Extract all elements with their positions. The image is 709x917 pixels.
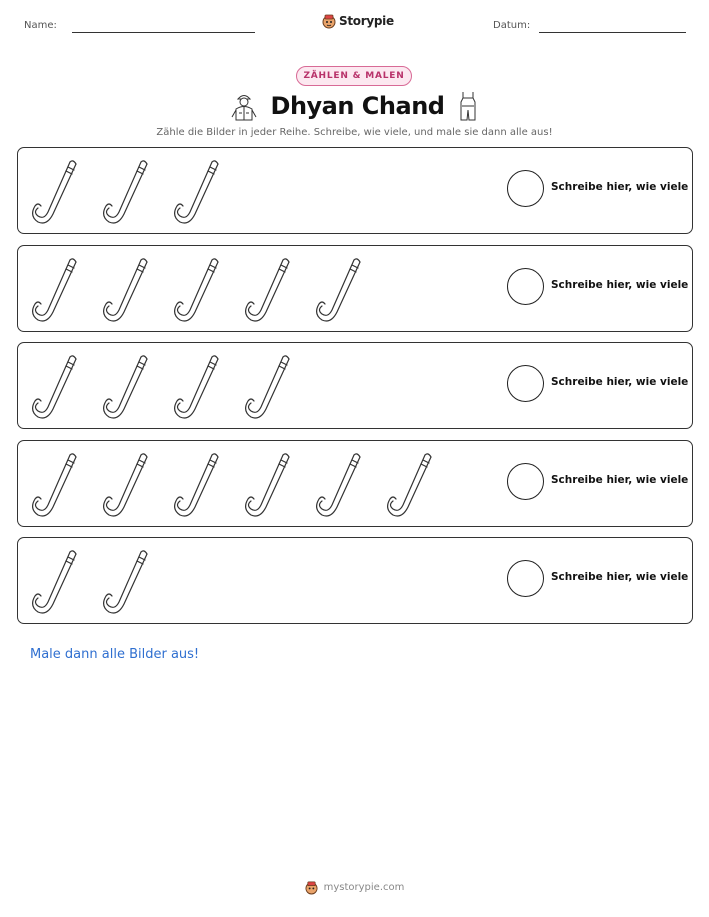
answer-circle[interactable]: [507, 170, 544, 207]
footer: [0, 880, 709, 895]
category-badge: ZÄHLEN & MALEN: [296, 66, 412, 86]
hockey-stick-icon: [30, 351, 86, 421]
brand-name: Storypie: [339, 14, 394, 28]
counting-row: [17, 342, 693, 429]
footer-note: Male dann alle Bilder aus!: [30, 647, 200, 662]
picture-group: [30, 351, 299, 421]
hockey-stick-icon: [101, 254, 157, 324]
hockey-stick-icon: [30, 254, 86, 324]
counting-row: [17, 537, 693, 624]
hockey-stick-icon: [172, 254, 228, 324]
hockey-stick-icon: [314, 449, 370, 519]
name-line[interactable]: [72, 32, 255, 33]
name-label: Name:: [24, 20, 57, 31]
page-title: Dhyan Chand: [270, 92, 445, 120]
storypie-mascot-icon: [322, 13, 336, 29]
answer-label: Schreibe hier, wie viele: [551, 279, 689, 291]
picture-group: [30, 254, 370, 324]
hockey-stick-icon: [30, 449, 86, 519]
hockey-stick-icon: [30, 546, 86, 616]
hockey-stick-icon: [101, 351, 157, 421]
counting-row: [17, 245, 693, 332]
hockey-stick-icon: [243, 254, 299, 324]
answer-label: Schreibe hier, wie viele: [551, 474, 689, 486]
hockey-stick-icon: [172, 156, 228, 226]
hockey-stick-icon: [30, 156, 86, 226]
hockey-stick-icon: [314, 254, 370, 324]
picture-group: [30, 449, 441, 519]
answer-circle[interactable]: [507, 365, 544, 402]
answer-label: Schreibe hier, wie viele: [551, 181, 689, 193]
date-label: Datum:: [493, 20, 531, 31]
brand-logo: [322, 13, 394, 29]
picture-group: [30, 156, 228, 226]
hockey-stick-icon: [101, 156, 157, 226]
counting-row: [17, 440, 693, 527]
answer-label: Schreibe hier, wie viele: [551, 376, 689, 388]
instruction-text: Zähle die Bilder in jeder Reihe. Schreibe, wie viele, und male sie dann alle aus!: [156, 127, 553, 138]
storypie-mascot-icon: [305, 880, 318, 895]
picture-group: [30, 546, 157, 616]
hockey-stick-icon: [101, 449, 157, 519]
hockey-stick-icon: [243, 449, 299, 519]
hockey-stick-icon: [385, 449, 441, 519]
footer-site: mystorypie.com: [323, 882, 405, 893]
jersey-icon: [456, 90, 480, 122]
answer-circle[interactable]: [507, 463, 544, 500]
answer-circle[interactable]: [507, 560, 544, 597]
answer-circle[interactable]: [507, 268, 544, 305]
answer-label: Schreibe hier, wie viele: [551, 571, 689, 583]
hockey-stick-icon: [101, 546, 157, 616]
hockey-stick-icon: [172, 351, 228, 421]
date-line[interactable]: [539, 32, 686, 33]
player-icon: [229, 90, 259, 122]
hockey-stick-icon: [243, 351, 299, 421]
hockey-stick-icon: [172, 449, 228, 519]
counting-row: [17, 147, 693, 234]
title-row: [0, 90, 709, 122]
